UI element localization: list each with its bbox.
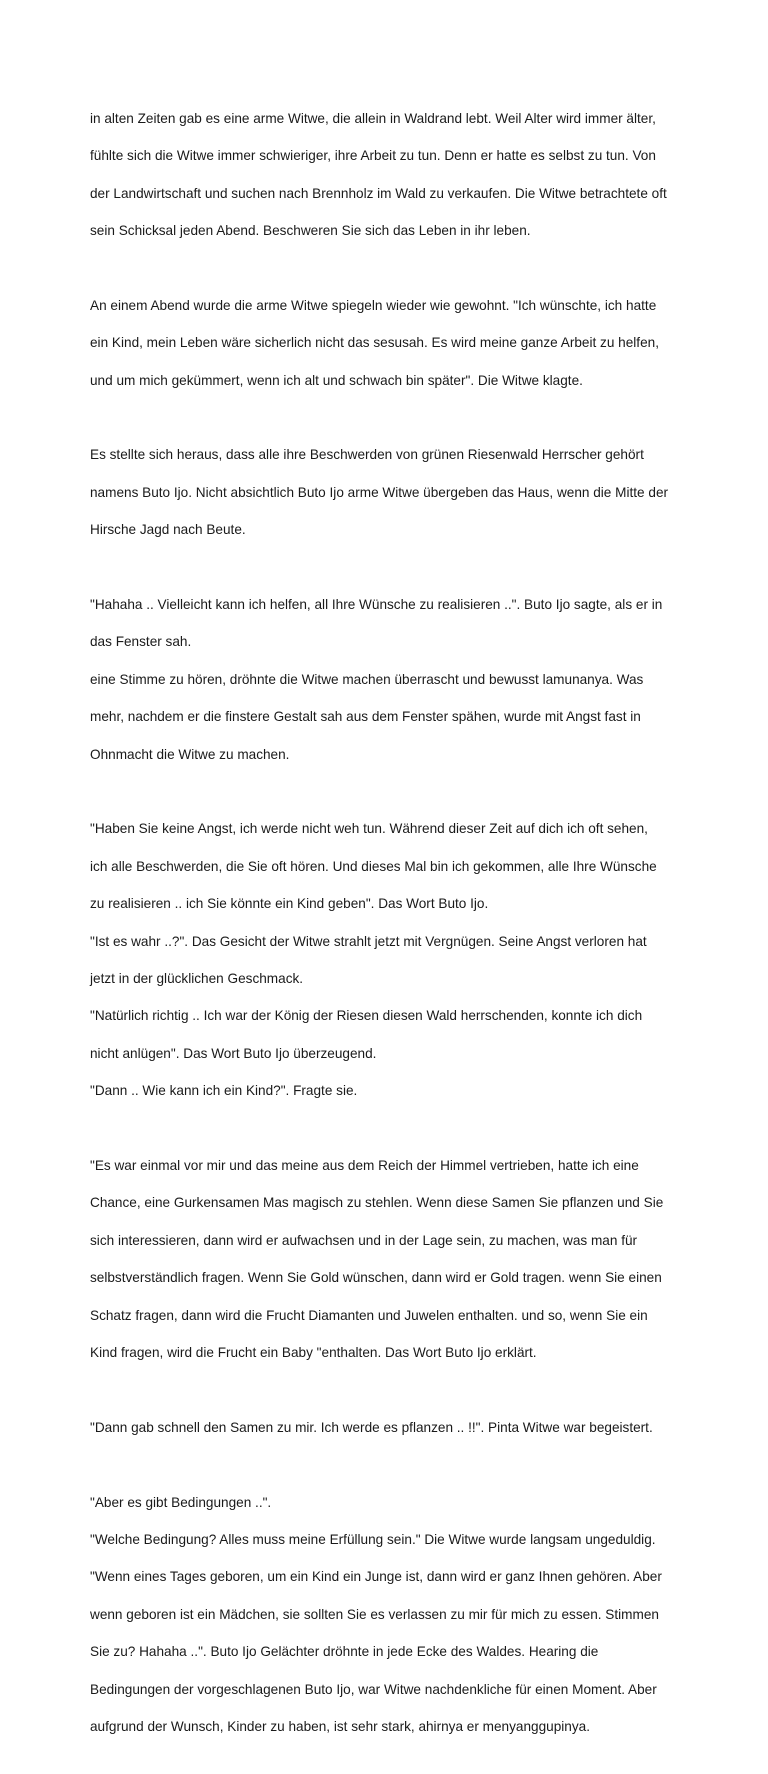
paragraph — [90, 428, 690, 559]
text-line: "Haben Sie keine Angst, ich werde nicht weh tun. Während dieser Zeit auf dich ich oft sehen, — [90, 821, 648, 837]
text-line: sich interessieren, dann wird er aufwachsen und in der Lage sein, zu machen, was man für — [90, 1232, 638, 1248]
paragraph — [90, 278, 690, 409]
paragraph — [90, 1138, 690, 1381]
text-line: Sie zu? Hahaha ..". Buto Ijo Gelächter dröhnte in jede Ecke des Waldes. Hearing die — [90, 1644, 599, 1660]
text-line: aufgrund der Wunsch, Kinder zu haben, ist sehr stark, ahirnya er menyanggupinya. — [90, 1719, 590, 1735]
text-line: Kind fragen, wird die Frucht ein Baby "enthalten. Das Wort Buto Ijo erklärt. — [90, 1345, 537, 1361]
text-line: jetzt in der glücklichen Geschmack. — [90, 970, 304, 986]
paragraph — [90, 1400, 690, 1456]
text-line: ich alle Beschwerden, die Sie oft hören. Und dieses Mal bin ich gekommen, alle Ihre Wünsche — [90, 858, 657, 874]
text-line: Bedingungen der vorgeschlagenen Buto Ijo, war Witwe nachdenkliche für einen Moment. Aber — [90, 1681, 657, 1697]
text-line: selbstverständlich fragen. Wenn Sie Gold wünschen, dann wird er Gold tragen. wenn Sie einen — [90, 1270, 662, 1286]
text-line: "Hahaha .. Vielleicht kann ich helfen, all Ihre Wünsche zu realisieren ..". Buto Ijo sagte, als er in — [90, 596, 663, 612]
text-line: An einem Abend wurde die arme Witwe spiegeln wieder wie gewohnt. "Ich wünschte, ich hatte — [90, 297, 657, 313]
text-line: Hirsche Jagd nach Beute. — [90, 522, 246, 538]
text-line: eine Stimme zu hören, dröhnte die Witwe machen überrascht und bewusst lamunanya. Was — [90, 671, 644, 687]
text-line: "Welche Bedingung? Alles muss meine Erfüllung sein." Die Witwe wurde langsam ungeduldig. — [90, 1532, 656, 1548]
text-line: fühlte sich die Witwe immer schwieriger, ihre Arbeit zu tun. Denn er hatte es selbst zu tun. Von — [90, 148, 656, 164]
text-line: in alten Zeiten gab es eine arme Witwe, die allein in Waldrand lebt. Weil Alter wird immer älter, — [90, 110, 656, 126]
text-line: sein Schicksal jeden Abend. Beschweren Sie sich das Leben in ihr leben. — [90, 222, 531, 238]
paragraph — [90, 1475, 690, 1756]
text-line: "Ist es wahr ..?". Das Gesicht der Witwe strahlt jetzt mit Vergnügen. Seine Angst verloren hat — [90, 933, 647, 949]
text-line: der Landwirtschaft und suchen nach Brennholz im Wald zu verkaufen. Die Witwe betrachtete oft — [90, 185, 667, 201]
document-page — [90, 91, 690, 1774]
text-line: wenn geboren ist ein Mädchen, sie sollten Sie es verlassen zu mir für mich zu essen. Stimmen — [90, 1606, 659, 1622]
paragraph — [90, 91, 690, 259]
text-line: ein Kind, mein Leben wäre sicherlich nicht das sesusah. Es wird meine ganze Arbeit zu helfen, — [90, 335, 659, 351]
paragraph — [90, 577, 690, 783]
text-line: das Fenster sah. — [90, 634, 192, 650]
text-line: und um mich gekümmert, wenn ich alt und schwach bin später". Die Witwe klagte. — [90, 372, 583, 388]
text-line: "Wenn eines Tages geboren, um ein Kind ein Junge ist, dann wird er ganz Ihnen gehören. Aber — [90, 1569, 662, 1585]
text-line: Chance, eine Gurkensamen Mas magisch zu stehlen. Wenn diese Samen Sie pflanzen und Sie — [90, 1195, 664, 1211]
text-line: "Aber es gibt Bedingungen ..". — [90, 1494, 272, 1510]
text-line: zu realisieren .. ich Sie könnte ein Kind geben". Das Wort Buto Ijo. — [90, 896, 489, 912]
text-line: nicht anlügen". Das Wort Buto Ijo überzeugend. — [90, 1045, 377, 1061]
text-line: Ohnmacht die Witwe zu machen. — [90, 746, 290, 762]
text-line: "Es war einmal vor mir und das meine aus dem Reich der Himmel vertrieben, hatte ich eine — [90, 1158, 639, 1173]
text-line: "Dann gab schnell den Samen zu mir. Ich werde es pflanzen .. !!". Pinta Witwe war begeistert. — [90, 1419, 653, 1435]
text-line: "Dann .. Wie kann ich ein Kind?". Fragte sie. — [90, 1083, 358, 1099]
text-line: Es stellte sich heraus, dass alle ihre Beschwerden von grünen Riesenwald Herrscher gehört — [90, 447, 644, 463]
text-line: "Natürlich richtig .. Ich war der König der Riesen diesen Wald herrschenden, konnte ich dich — [90, 1008, 643, 1024]
text-line: Schatz fragen, dann wird die Frucht Diamanten und Juwelen enthalten. und so, wenn Sie ein — [90, 1307, 648, 1323]
paragraph — [90, 802, 690, 1120]
text-line: namens Buto Ijo. Nicht absichtlich Buto Ijo arme Witwe übergeben das Haus, wenn die Mitte der — [90, 484, 669, 500]
text-line: mehr, nachdem er die finstere Gestalt sah aus dem Fenster spähen, wurde mit Angst fast in — [90, 709, 641, 725]
